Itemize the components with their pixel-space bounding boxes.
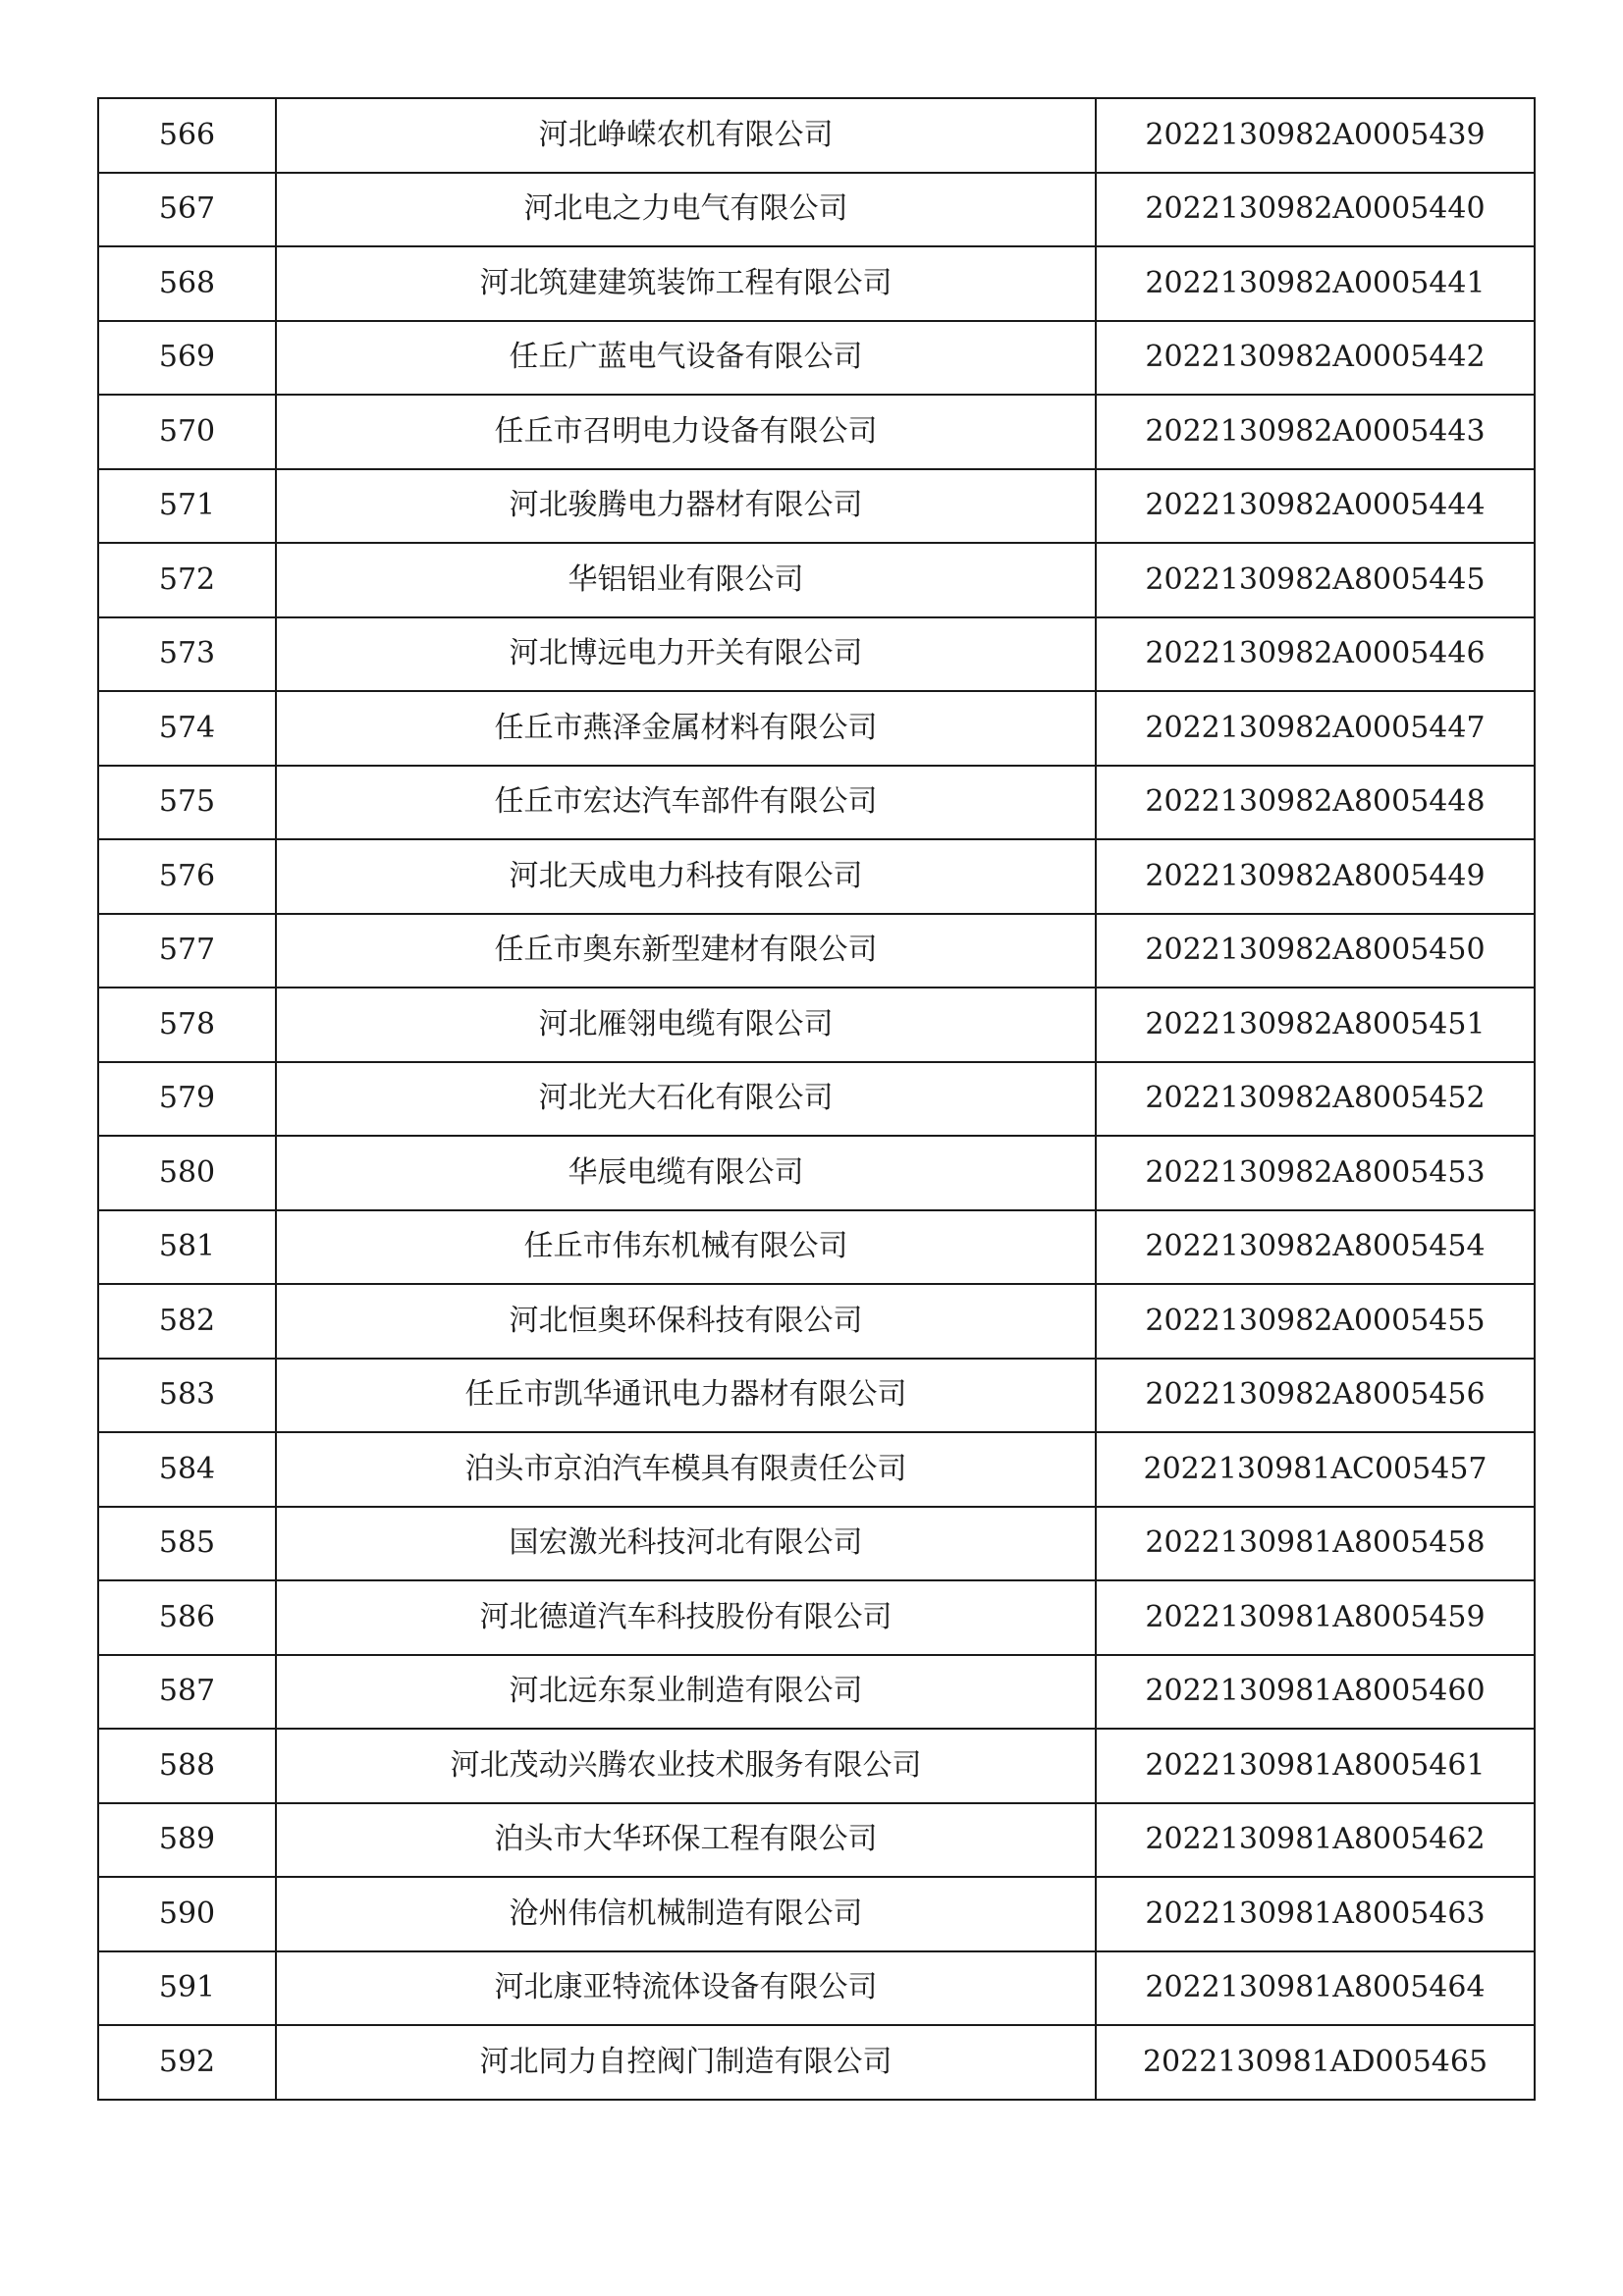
registration-code: 2022130982A8005450 xyxy=(1096,914,1535,988)
company-name: 任丘市燕泽金属材料有限公司 xyxy=(276,691,1096,766)
registration-code: 2022130982A0005443 xyxy=(1096,395,1535,469)
company-name: 河北德道汽车科技股份有限公司 xyxy=(276,1580,1096,1655)
row-number: 589 xyxy=(98,1803,276,1878)
company-name: 任丘市奥东新型建材有限公司 xyxy=(276,914,1096,988)
row-number: 576 xyxy=(98,839,276,914)
table-row xyxy=(98,1803,1535,1878)
row-number: 567 xyxy=(98,173,276,247)
registration-code: 2022130982A8005452 xyxy=(1096,1062,1535,1137)
row-number: 574 xyxy=(98,691,276,766)
registration-code: 2022130982A0005442 xyxy=(1096,321,1535,396)
table-row xyxy=(98,1877,1535,1951)
company-name: 任丘广蓝电气设备有限公司 xyxy=(276,321,1096,396)
registration-code: 2022130981A8005461 xyxy=(1096,1729,1535,1803)
table-row xyxy=(98,1359,1535,1433)
registration-code: 2022130982A8005456 xyxy=(1096,1359,1535,1433)
row-number: 569 xyxy=(98,321,276,396)
company-name: 河北电之力电气有限公司 xyxy=(276,173,1096,247)
company-name: 河北光大石化有限公司 xyxy=(276,1062,1096,1137)
company-name: 国宏激光科技河北有限公司 xyxy=(276,1507,1096,1581)
row-number: 590 xyxy=(98,1877,276,1951)
table-row xyxy=(98,173,1535,247)
table-row xyxy=(98,1136,1535,1210)
table-row xyxy=(98,1062,1535,1137)
row-number: 572 xyxy=(98,543,276,617)
table-row xyxy=(98,1655,1535,1730)
row-number: 584 xyxy=(98,1432,276,1507)
company-name: 泊头市大华环保工程有限公司 xyxy=(276,1803,1096,1878)
company-name: 河北天成电力科技有限公司 xyxy=(276,839,1096,914)
company-name: 任丘市凯华通讯电力器材有限公司 xyxy=(276,1359,1096,1433)
registration-code: 2022130981AD005465 xyxy=(1096,2025,1535,2100)
row-number: 568 xyxy=(98,246,276,321)
table-row xyxy=(98,1284,1535,1359)
company-list-table xyxy=(97,97,1536,2101)
table-row xyxy=(98,469,1535,544)
registration-code: 2022130982A8005451 xyxy=(1096,988,1535,1062)
table-row xyxy=(98,246,1535,321)
company-name: 河北峥嵘农机有限公司 xyxy=(276,98,1096,173)
registration-code: 2022130981A8005463 xyxy=(1096,1877,1535,1951)
row-number: 571 xyxy=(98,469,276,544)
table-row xyxy=(98,98,1535,173)
registration-code: 2022130982A0005441 xyxy=(1096,246,1535,321)
registration-code: 2022130982A8005453 xyxy=(1096,1136,1535,1210)
registration-code: 2022130981A8005459 xyxy=(1096,1580,1535,1655)
company-name: 河北同力自控阀门制造有限公司 xyxy=(276,2025,1096,2100)
table-row xyxy=(98,1210,1535,1285)
company-name: 河北茂动兴腾农业技术服务有限公司 xyxy=(276,1729,1096,1803)
row-number: 581 xyxy=(98,1210,276,1285)
registration-code: 2022130981AC005457 xyxy=(1096,1432,1535,1507)
table-row xyxy=(98,1580,1535,1655)
company-name: 泊头市京泊汽车模具有限责任公司 xyxy=(276,1432,1096,1507)
registration-code: 2022130982A0005447 xyxy=(1096,691,1535,766)
row-number: 588 xyxy=(98,1729,276,1803)
registration-code: 2022130982A8005454 xyxy=(1096,1210,1535,1285)
row-number: 592 xyxy=(98,2025,276,2100)
row-number: 583 xyxy=(98,1359,276,1433)
registration-code: 2022130982A0005439 xyxy=(1096,98,1535,173)
table-body xyxy=(98,98,1535,2100)
registration-code: 2022130982A8005445 xyxy=(1096,543,1535,617)
company-name: 河北筑建建筑装饰工程有限公司 xyxy=(276,246,1096,321)
company-name: 任丘市召明电力设备有限公司 xyxy=(276,395,1096,469)
row-number: 575 xyxy=(98,766,276,840)
row-number: 586 xyxy=(98,1580,276,1655)
row-number: 578 xyxy=(98,988,276,1062)
company-name: 华铝铝业有限公司 xyxy=(276,543,1096,617)
registration-code: 2022130981A8005458 xyxy=(1096,1507,1535,1581)
company-name: 沧州伟信机械制造有限公司 xyxy=(276,1877,1096,1951)
table-row xyxy=(98,1729,1535,1803)
row-number: 573 xyxy=(98,617,276,692)
company-name: 河北恒奥环保科技有限公司 xyxy=(276,1284,1096,1359)
row-number: 587 xyxy=(98,1655,276,1730)
table-row xyxy=(98,1507,1535,1581)
row-number: 580 xyxy=(98,1136,276,1210)
table-row xyxy=(98,839,1535,914)
registration-code: 2022130982A0005440 xyxy=(1096,173,1535,247)
table-row xyxy=(98,395,1535,469)
row-number: 577 xyxy=(98,914,276,988)
row-number: 582 xyxy=(98,1284,276,1359)
registration-code: 2022130982A0005455 xyxy=(1096,1284,1535,1359)
table-row xyxy=(98,914,1535,988)
row-number: 585 xyxy=(98,1507,276,1581)
company-name: 任丘市伟东机械有限公司 xyxy=(276,1210,1096,1285)
table-row xyxy=(98,1951,1535,2026)
table-row xyxy=(98,321,1535,396)
table-row xyxy=(98,1432,1535,1507)
company-name: 河北康亚特流体设备有限公司 xyxy=(276,1951,1096,2026)
row-number: 591 xyxy=(98,1951,276,2026)
row-number: 566 xyxy=(98,98,276,173)
registration-code: 2022130982A0005444 xyxy=(1096,469,1535,544)
registration-code: 2022130982A0005446 xyxy=(1096,617,1535,692)
company-name: 河北远东泵业制造有限公司 xyxy=(276,1655,1096,1730)
company-name: 河北雁翎电缆有限公司 xyxy=(276,988,1096,1062)
company-name: 任丘市宏达汽车部件有限公司 xyxy=(276,766,1096,840)
row-number: 579 xyxy=(98,1062,276,1137)
table-row xyxy=(98,543,1535,617)
company-name: 华辰电缆有限公司 xyxy=(276,1136,1096,1210)
table-row xyxy=(98,617,1535,692)
company-name: 河北博远电力开关有限公司 xyxy=(276,617,1096,692)
registration-code: 2022130982A8005449 xyxy=(1096,839,1535,914)
registration-code: 2022130981A8005464 xyxy=(1096,1951,1535,2026)
table-row xyxy=(98,766,1535,840)
table-row xyxy=(98,2025,1535,2100)
row-number: 570 xyxy=(98,395,276,469)
registration-code: 2022130981A8005462 xyxy=(1096,1803,1535,1878)
registration-code: 2022130981A8005460 xyxy=(1096,1655,1535,1730)
registration-code: 2022130982A8005448 xyxy=(1096,766,1535,840)
table-row xyxy=(98,691,1535,766)
table-row xyxy=(98,988,1535,1062)
company-name: 河北骏腾电力器材有限公司 xyxy=(276,469,1096,544)
